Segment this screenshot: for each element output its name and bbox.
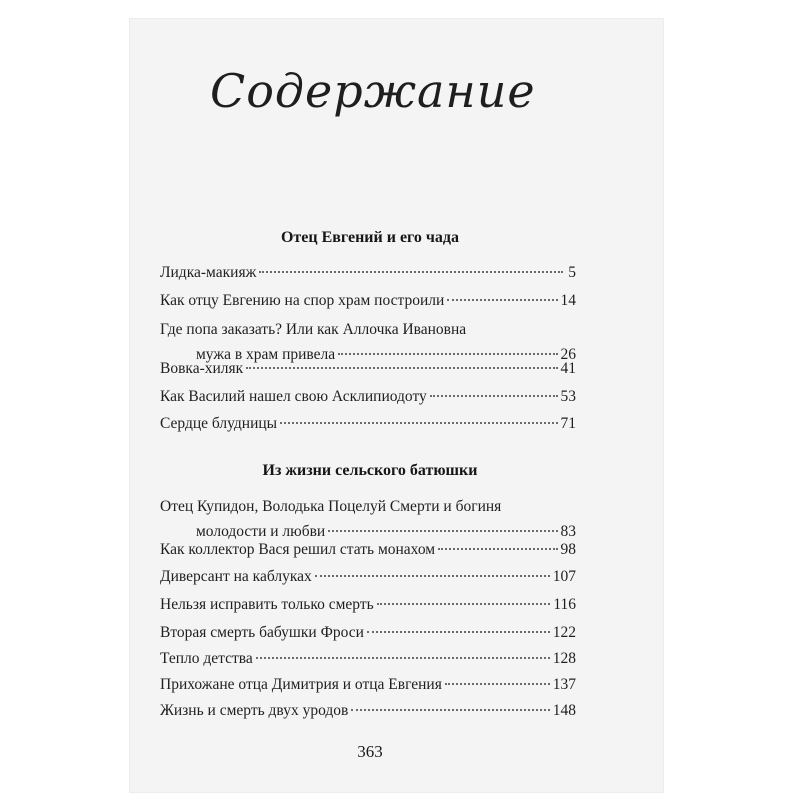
toc-entry	[160, 411, 576, 436]
toc-entry	[160, 564, 576, 589]
dot-leader	[445, 683, 550, 685]
dot-leader	[338, 353, 557, 355]
dot-leader	[438, 548, 557, 550]
section-heading: Из жизни сельского батюшки	[262, 462, 478, 479]
toc-entry-title: Как отцу Евгению на спор храм построили	[160, 292, 445, 309]
toc-entry-title: Жизнь и смерть двух уродов	[160, 702, 349, 719]
toc-entry-title: Вовка-хиляк	[160, 360, 244, 377]
toc-entry-page: 116	[553, 596, 576, 613]
toc-entry-title: Нельзя исправить только смерть	[160, 596, 374, 613]
toc-entry-title: Сердце блудницы	[160, 415, 278, 432]
toc-entry-page: 14	[560, 292, 576, 309]
toc-entry-title-line1: Отец Купидон, Володька Поцелуй Смерти и богиня	[160, 498, 502, 515]
toc-entry-page: 53	[560, 388, 576, 405]
dot-leader	[315, 575, 550, 577]
toc-entry-title: Диверсант на каблуках	[160, 568, 312, 585]
toc-entry-page: 98	[560, 541, 576, 558]
toc-entry-page: 128	[552, 650, 576, 667]
toc-entry	[160, 384, 576, 409]
toc-entry	[160, 288, 576, 313]
toc-entry	[160, 620, 576, 645]
toc-entry-page: 137	[552, 676, 576, 693]
dot-leader	[328, 530, 557, 532]
dot-leader	[447, 299, 557, 301]
dot-leader	[246, 367, 557, 369]
toc-entry	[160, 592, 576, 617]
toc-entry-title-line2: молодости и любви	[196, 523, 326, 540]
toc-entry-page: 26	[560, 346, 576, 363]
toc-entry-page: 107	[552, 568, 576, 585]
toc-entry	[160, 698, 576, 723]
toc-entry-title-line1: Где попа заказать? Или как Аллочка Ивановна	[160, 321, 467, 338]
toc-entry-title: Как Василий нашел свою Асклипиодоту	[160, 388, 427, 405]
dot-leader	[280, 422, 557, 424]
dot-leader	[367, 631, 550, 633]
dot-leader	[259, 271, 563, 273]
toc-entry	[160, 537, 576, 562]
toc-entry-title: Прихожане отца Димитрия и отца Евгения	[160, 676, 442, 693]
toc-entry	[160, 260, 576, 285]
toc-entry	[160, 672, 576, 697]
toc-entry-title: Тепло детства	[160, 650, 253, 667]
toc-entry	[160, 356, 576, 381]
dot-leader	[377, 603, 551, 605]
section-heading: Отец Евгений и его чада	[280, 229, 460, 246]
dot-leader	[256, 657, 550, 659]
toc-entry-title: Вторая смерть бабушки Фроси	[160, 624, 364, 641]
toc-entry-page: 122	[552, 624, 576, 641]
dot-leader	[430, 395, 558, 397]
toc-entry-title: Как коллектор Вася решил стать монахом	[160, 541, 436, 558]
toc-entry-page: 41	[560, 360, 576, 377]
toc-entry-title-line2: мужа в храм привела	[196, 346, 336, 363]
dot-leader	[351, 709, 549, 711]
page-title: Содержание	[210, 64, 536, 118]
toc-entry-title: Лидка-макияж	[160, 264, 257, 281]
toc-entry-page: 148	[552, 702, 576, 719]
toc-entry-page: 83	[560, 523, 576, 540]
toc-entry-page: 5	[568, 264, 576, 281]
toc-entry-page: 71	[560, 415, 576, 432]
page-number: 363	[357, 742, 383, 761]
toc-entry	[160, 646, 576, 671]
